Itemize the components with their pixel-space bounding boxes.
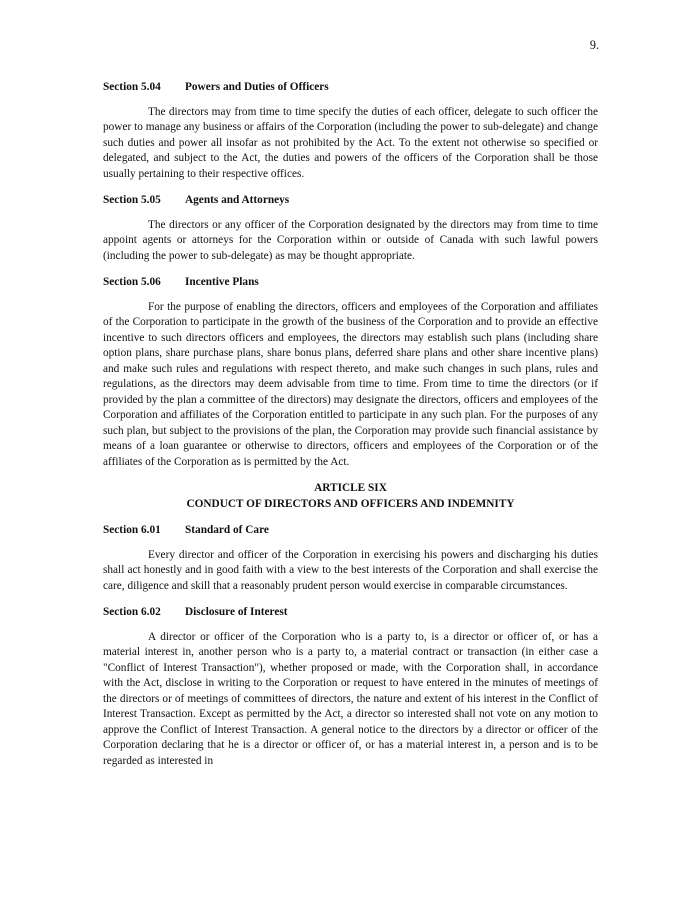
section-6-02 xyxy=(103,605,598,769)
section-number: Section 5.05 xyxy=(103,194,161,206)
section-paragraph: The directors may from time to time specify the duties of each officer, delegate to such officer the power to manage any business or affairs of the Corporation (including the power to sub-delegate) and change such duties and power all insofar as not prohibited by the Act. To the extent not otherwise so specified or delegated, and subject to the Act, the duties and powers of the officers of the Corporation shall be those usually pertaining to their respective offices. xyxy=(103,105,598,180)
section-number: Section 6.01 xyxy=(103,524,161,536)
page-number: 9. xyxy=(589,38,599,52)
section-heading xyxy=(103,275,598,291)
section-paragraph: A director or officer of the Corporation who is a party to, is a director or officer of, or has a material interest in, another person who is a party to, a material contract or transaction (in either case a "Conflict of Interest Transaction"), whether proposed or made, with the Corporation shall, in accordance with the Act, disclose in writing to the Corporation or request to have entered in the minutes of meetings of the directors or of meetings of committees of directors, the nature and extent of his interest in the Conflict of Interest Transaction. Except as permitted by the Act, a director so interested shall not vote on any motion to approve the Conflict of Interest Transaction. A general notice to the directors by a director or officer of the Corporation declaring that he is a director or officer of, or has a material interest in, a person and is to be regarded as interested in xyxy=(103,630,598,767)
section-6-01 xyxy=(103,523,598,594)
section-5-05 xyxy=(103,193,598,264)
section-number: Section 5.06 xyxy=(103,276,161,288)
article-label: ARTICLE SIX xyxy=(314,482,387,494)
section-number: Section 5.04 xyxy=(103,81,161,93)
section-title: Powers and Duties of Officers xyxy=(185,81,329,93)
section-5-06 xyxy=(103,275,598,470)
section-paragraph: For the purpose of enabling the directors, officers and employees of the Corporation and affiliates of the Corporation to participate in the growth of the business of the Corporation and to provide an effective incentive to such directors officers and employees, the directors may establish such plans (including share option plans, share purchase plans, share bonus plans, deferred share plans and other share incentive plans) and make such rules and regulations with respect thereto, and make such changes in such plans, rules and regulations, as the directors may deem advisable from time to time. From time to time the directors (or if provided by the plan a committee of the directors) may designate the directors, officers and employees of the Corporation and affiliates of the Corporation entitled to participate in any such plan. For the purposes of any such plan, but subject to the provisions of the plan, the Corporation may provide such financial assistance by means of a loan guarantee or otherwise to directors, officers and employees of the Corporation or of the affiliates of the Corporation as is permitted by the Act. xyxy=(103,300,598,468)
section-heading xyxy=(103,523,598,539)
article-heading xyxy=(103,481,598,512)
section-title: Agents and Attorneys xyxy=(185,194,290,206)
section-5-04 xyxy=(103,80,598,182)
section-title: Disclosure of Interest xyxy=(185,606,288,618)
article-title: CONDUCT OF DIRECTORS AND OFFICERS AND INDEMNITY xyxy=(186,497,515,510)
document-body xyxy=(103,80,598,780)
section-paragraph: Every director and officer of the Corporation in exercising his powers and discharging his duties shall act honestly and in good faith with a view to the best interests of the Corporation and shall exercise the care, diligence and skill that a reasonably prudent person would exercise in comparable circumstances. xyxy=(103,548,598,592)
section-title: Incentive Plans xyxy=(185,276,259,288)
section-heading xyxy=(103,80,598,96)
section-paragraph: The directors or any officer of the Corporation designated by the directors may from time to time appoint agents or attorneys for the Corporation within or outside of Canada with such lawful powers (including the power to sub-delegate) as may be thought appropriate. xyxy=(103,218,598,262)
section-title: Standard of Care xyxy=(185,524,269,536)
section-heading xyxy=(103,605,598,621)
section-heading xyxy=(103,193,598,209)
section-number: Section 6.02 xyxy=(103,606,161,618)
